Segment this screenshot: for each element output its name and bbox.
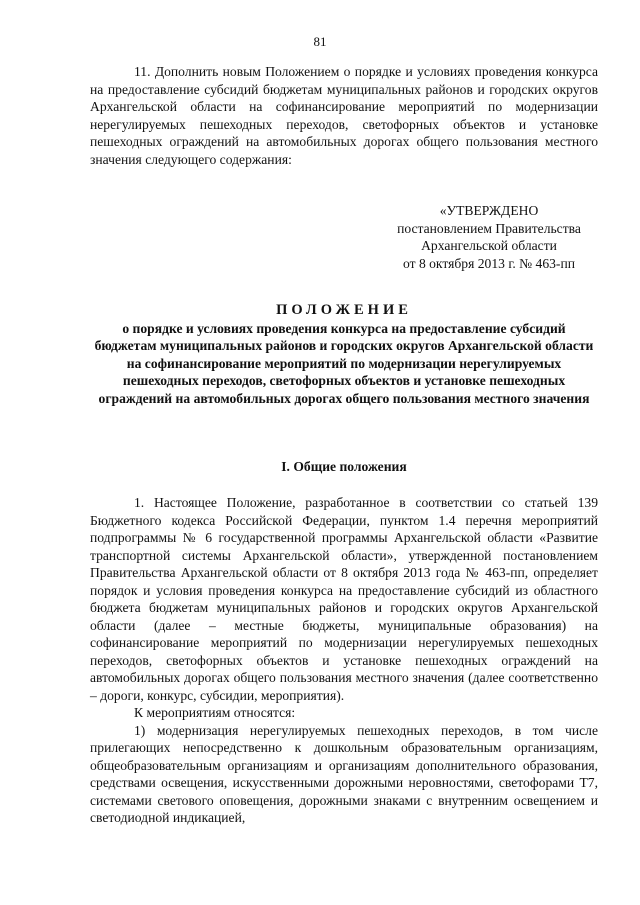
approval-stamp: [380, 202, 598, 272]
approval-line-2: постановлением Правительства: [397, 220, 581, 236]
paragraph-1: 1. Настоящее Положение, разработанное в соответствии со статьей 139 Бюджетного кодекса Российской Федерации, пунктом 1.4 перечня мероприятий подпрограммы № 6 государственной программы Архангельской области «Развитие транспортной системы Архангельской области», утвержденной постановлением Правительства Архангельской области от 8 октября 2013 года № 463-пп, определяет порядок и условия проведения конкурса на предоставление субсидий из областного бюджета бюджетам муниципальных районов и городских округов Архангельской области (далее – местные бюджеты, муниципальные образования) на софинансирование мероприятий по модернизации нерегулируемых пешеходных переходов, светофорных объектов и установке пешеходных ограждений на автомобильных дорогах общего пользования местного значения (далее соответственно – дороги, конкурс, субсидии, мероприятия).: [90, 495, 598, 703]
section-body: [90, 494, 598, 827]
paragraph-2: К мероприятиям относятся:: [134, 705, 296, 720]
section-heading: I. Общие положения: [281, 459, 407, 474]
document-title: ПОЛОЖЕНИЕ: [276, 302, 412, 318]
approval-line-3: Архангельской области: [421, 238, 557, 254]
document-title-block: [90, 302, 598, 408]
page-number: 81: [313, 34, 327, 49]
approval-line-4: от 8 октября 2013 г. № 463-пп: [402, 255, 575, 271]
paragraph-3: 1) модернизация нерегулируемых пешеходных переходов, в том числе прилегающих непосредственно к дошкольным образовательным организациям, общеобразовательным организациям и организациям дополнительного образования, средствами освещения, искусственными дорожными неровностями, светофорами Т7, системами светового оповещения, дорожными знаками с внутренним освещением и светодиодной индикацией,: [90, 722, 598, 825]
document-subtitle: о порядке и условиях проведения конкурса на предоставление субсидий бюджетам муниципальных районов и городских округов Архангельской области на софинансирование мероприятий по модернизации нерегулируемых пешеходных переходов, светофорных объектов и установке пешеходных ограждений на автомобильных дорогах общего пользования местного значения: [94, 320, 594, 406]
intro-paragraph: 11. Дополнить новым Положением о порядке и условиях проведения конкурса на предоставление субсидий бюджетам муниципальных районов и городских округов Архангельской области на софинансирование мероприятий по модернизации нерегулируемых пешеходных переходов, светофорных объектов и установке пешеходных ограждений на автомобильных дорогах общего пользования местного значения следующего содержания:: [90, 64, 598, 167]
intro-section: [90, 63, 598, 169]
approval-line-1: «УТВЕРЖДЕНО: [439, 203, 539, 218]
